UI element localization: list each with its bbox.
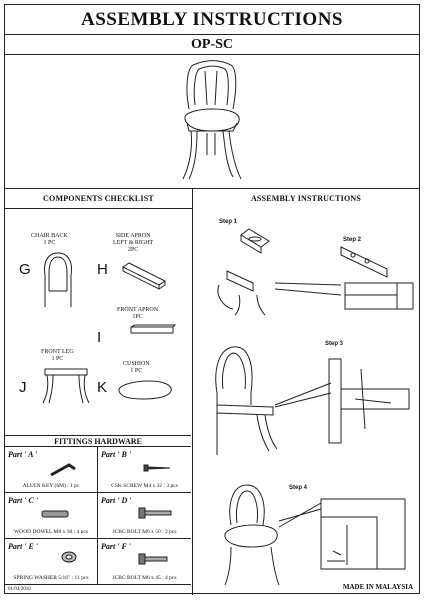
part-c-caption: WOOD DOWEL M8 x 30 : 4 pcs	[14, 529, 88, 535]
step-4-chair-diagram	[221, 483, 291, 587]
part-f-cell	[98, 539, 191, 585]
made-in-label: MADE IN MALAYSIA	[342, 583, 413, 591]
components-column	[5, 189, 193, 595]
part-d-label: Part ' D '	[101, 496, 132, 505]
cushion-qty: 1 PC	[130, 368, 143, 374]
side-apron-qty: 2PC	[127, 247, 139, 253]
step-3-label: Step 3	[325, 341, 344, 347]
step-1-diagram	[213, 225, 283, 315]
assembly-heading: ASSEMBLY INSTRUCTIONS	[250, 194, 362, 203]
step-2-diagram	[337, 243, 417, 313]
step-1-to-2-connector	[273, 279, 343, 299]
part-d-caption: JCBC BOLT M6 x 50 : 2 pcs	[112, 529, 177, 535]
front-apron-label	[117, 307, 158, 321]
step-3-chair-diagram	[211, 345, 281, 457]
side-apron-name: SIDE APRON	[115, 233, 151, 239]
front-apron-name: FRONT APRON	[117, 307, 159, 313]
part-a-label: Part ' A '	[8, 450, 38, 459]
step-3-connector	[273, 379, 333, 409]
part-b-cell	[98, 447, 191, 493]
front-leg-label	[41, 349, 74, 363]
part-e-label: Part ' E '	[8, 542, 39, 551]
part-e-cell	[5, 539, 98, 585]
cushion-icon	[115, 379, 175, 401]
side-apron-label	[113, 233, 153, 254]
hero-chair-illustration	[5, 55, 419, 189]
front-leg-icon	[41, 365, 91, 405]
print-date: 01/04/2010	[8, 587, 31, 592]
dowel-icon	[41, 509, 69, 519]
cushion-name: CUSHION	[123, 361, 150, 367]
chair-back-name: CHAIR BACK	[31, 233, 68, 239]
front-apron-icon	[129, 323, 175, 337]
screw-icon	[142, 463, 172, 473]
step-4-label: Step 4	[289, 485, 308, 491]
part-c-label: Part ' C '	[8, 496, 39, 505]
chair-back-qty: 1 PC	[43, 240, 56, 246]
step-1-label: Step 1	[219, 219, 238, 225]
part-a-caption: ALLEN KEY (6M) : 1 pc	[22, 483, 80, 489]
letter-j: J	[19, 379, 27, 396]
part-b-caption: CSK SCREW M4 x 32 : 3 pcs	[111, 483, 178, 489]
part-b-label: Part ' B '	[101, 450, 132, 459]
chair-back-label	[31, 233, 68, 247]
step-4-connector	[277, 501, 323, 529]
cushion-label	[123, 361, 150, 375]
fittings-heading: FITTINGS HARDWARE	[5, 435, 191, 447]
instruction-sheet	[4, 4, 420, 594]
letter-g: G	[19, 261, 31, 278]
model-code: OP-SC	[5, 35, 419, 55]
washer-icon	[61, 551, 77, 563]
assembly-column	[193, 189, 419, 595]
letter-i: I	[97, 329, 102, 346]
step-2-label: Step 2	[343, 237, 362, 243]
step-4-detail	[317, 495, 409, 573]
part-a-cell	[5, 447, 98, 493]
step-3-detail	[321, 349, 413, 445]
fittings-hardware	[5, 435, 191, 595]
letter-k: K	[97, 379, 108, 396]
part-f-label: Part ' F '	[101, 542, 131, 551]
front-leg-qty: 1 PC	[51, 356, 64, 362]
bolt-icon	[138, 507, 172, 519]
bolt-icon	[138, 553, 172, 565]
side-apron-icon	[121, 261, 171, 289]
letter-h: H	[97, 261, 108, 278]
side-apron-name2: LEFT & RIGHT	[113, 240, 154, 246]
part-c-cell	[5, 493, 98, 539]
components-heading: COMPONENTS CHECKLIST	[5, 189, 192, 209]
part-f-caption: JCBC BOLT M6 x 45 : 4 pcs	[112, 575, 177, 581]
allen-key-icon	[49, 461, 77, 479]
page-title: ASSEMBLY INSTRUCTIONS	[5, 5, 419, 35]
chair-back-icon	[41, 251, 75, 309]
front-leg-name: FRONT LEG	[41, 349, 74, 355]
part-d-cell	[98, 493, 191, 539]
part-e-caption: SPRING WASHER 5/16" : 11 pcs	[13, 575, 89, 581]
front-apron-qty: 1PC	[132, 314, 143, 320]
chair-icon	[177, 59, 247, 185]
